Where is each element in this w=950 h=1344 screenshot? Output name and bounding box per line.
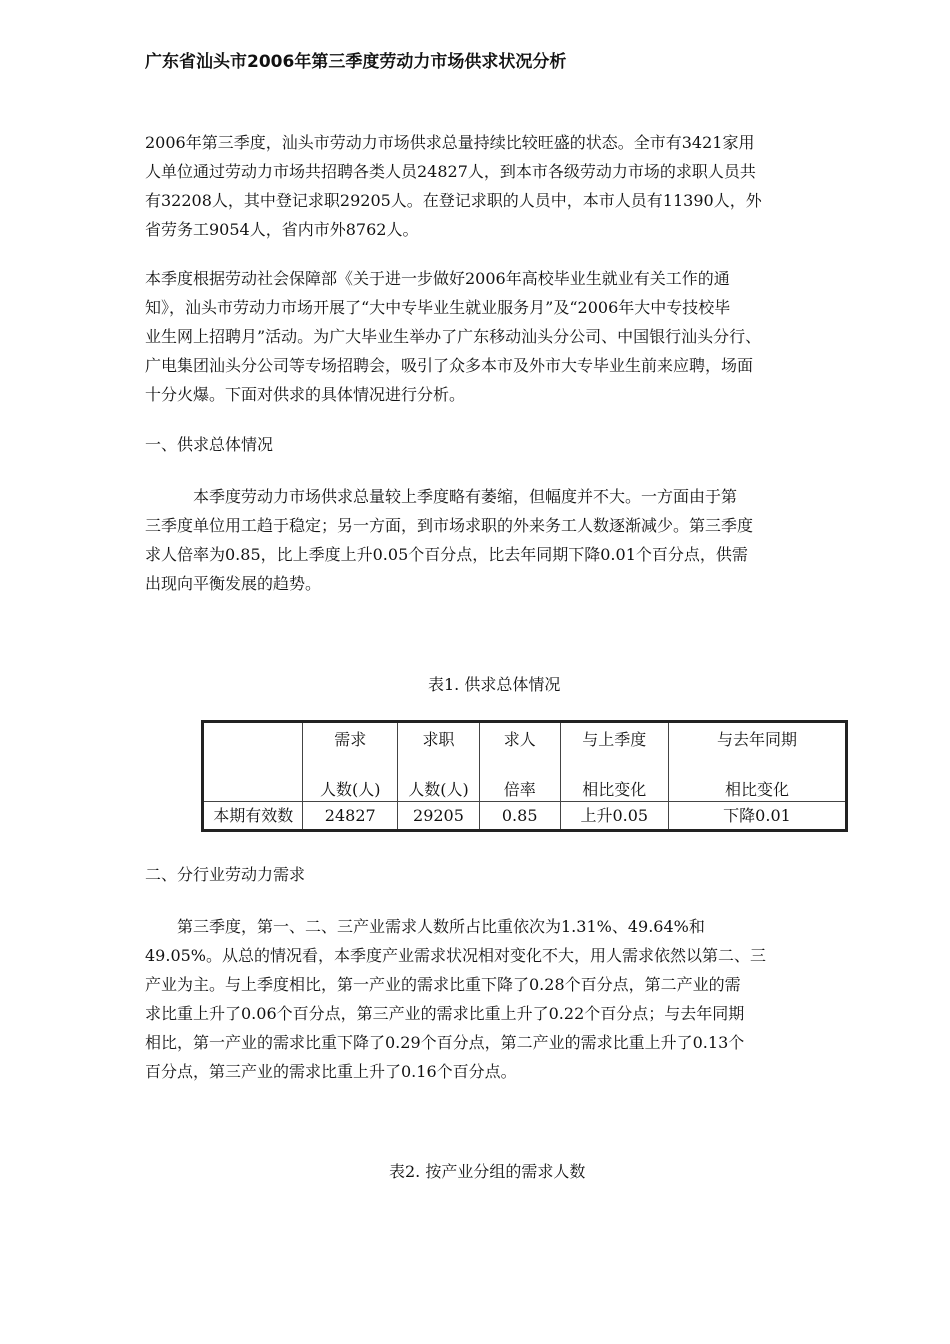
table-header-row bbox=[203, 722, 847, 802]
overall-paragraph bbox=[145, 482, 870, 598]
paragraph-line: 十分火爆。下面对供求的具体情况进行分析。 bbox=[145, 385, 466, 404]
table-cell: 29205 bbox=[398, 802, 480, 831]
paragraph-line: 业生网上招聘月”活动。为广大毕业生举办了广东移动汕头分公司、中国银行汕头分行、 bbox=[145, 327, 762, 346]
table-header-cell bbox=[669, 722, 847, 802]
table-cell: 本期有效数 bbox=[203, 802, 303, 831]
activities-paragraph bbox=[145, 264, 870, 409]
paragraph-line: 49.05%。从总的情况看，本季度产业需求状况相对变化不大，用人需求依然以第二、三 bbox=[145, 946, 767, 965]
table-header-cell bbox=[479, 722, 560, 802]
table1-caption: 表1. 供求总体情况 bbox=[428, 675, 561, 694]
table-cell: 0.85 bbox=[479, 802, 560, 831]
header-yoy-line2: 相比变化 bbox=[724, 780, 789, 799]
supply-demand-table bbox=[201, 720, 848, 832]
table-cell: 下降0.01 bbox=[669, 802, 847, 831]
header-yoy-line1: 与去年同期 bbox=[716, 730, 797, 749]
table-header-cell bbox=[398, 722, 480, 802]
table-row bbox=[203, 802, 847, 831]
header-ratio-line2: 倍率 bbox=[503, 780, 536, 799]
section-heading-1: 一、供求总体情况 bbox=[145, 435, 274, 454]
paragraph-line: 本季度劳动力市场供求总量较上季度略有萎缩，但幅度并不大。一方面由于第 bbox=[145, 487, 738, 506]
table-cell: 24827 bbox=[303, 802, 398, 831]
paragraph-line: 求人倍率为0.85，比上季度上升0.05个百分点，比去年同期下降0.01个百分点，供需 bbox=[145, 545, 748, 564]
paragraph-line: 出现向平衡发展的趋势。 bbox=[145, 574, 322, 593]
paragraph-line: 求比重上升了0.06个百分点，第三产业的需求比重上升了0.22个百分点；与去年同期 bbox=[145, 1004, 745, 1023]
document-title: 广东省汕头市2006年第三季度劳动力市场供求状况分析 bbox=[145, 52, 567, 72]
table-cell: 上升0.05 bbox=[560, 802, 668, 831]
table2-caption: 表2. 按产业分组的需求人数 bbox=[389, 1162, 586, 1181]
paragraph-line: 本季度根据劳动社会保障部《关于进一步做好2006年高校毕业生就业有关工作的通 bbox=[145, 269, 730, 288]
paragraph-line: 省劳务工9054人，省内市外8762人。 bbox=[145, 220, 419, 239]
paragraph-line: 广电集团汕头分公司等专场招聘会，吸引了众多本市及外市大专毕业生前来应聘，场面 bbox=[145, 356, 754, 375]
paragraph-line: 2006年第三季度，汕头市劳动力市场供求总量持续比较旺盛的状态。全市有3421家用 bbox=[145, 133, 755, 152]
paragraph-line: 第三季度，第一、二、三产业需求人数所占比重依次为1.31%、49.64%和 bbox=[145, 917, 705, 936]
section-heading-2: 二、分行业劳动力需求 bbox=[145, 865, 306, 884]
header-jobseek-line1: 求职 bbox=[422, 730, 455, 749]
header-demand-line2: 人数(人) bbox=[319, 780, 381, 799]
header-demand-line1: 需求 bbox=[334, 730, 367, 749]
industry-paragraph bbox=[145, 912, 870, 1086]
header-qoq-line2: 相比变化 bbox=[582, 780, 647, 799]
intro-paragraph bbox=[145, 128, 870, 244]
paragraph-line: 三季度单位用工趋于稳定；另一方面，到市场求职的外来务工人数逐渐减少。第三季度 bbox=[145, 516, 754, 535]
table-header-cell bbox=[303, 722, 398, 802]
header-ratio-line1: 求人 bbox=[503, 730, 536, 749]
table-header-cell bbox=[560, 722, 668, 802]
paragraph-line: 相比，第一产业的需求比重下降了0.29个百分点，第二产业的需求比重上升了0.13个 bbox=[145, 1033, 745, 1052]
header-jobseek-line2: 人数(人) bbox=[408, 780, 469, 799]
paragraph-line: 产业为主。与上季度相比，第一产业的需求比重下降了0.28个百分点，第二产业的需 bbox=[145, 975, 741, 994]
paragraph-line: 人单位通过劳动力市场共招聘各类人员24827人，到本市各级劳动力市场的求职人员共 bbox=[145, 162, 756, 181]
paragraph-line: 知》，汕头市劳动力市场开展了“大中专毕业生就业服务月”及“2006年大中专技校毕 bbox=[145, 298, 731, 317]
paragraph-line: 有32208人，其中登记求职29205人。在登记求职的人员中，本市人员有11390人，外 bbox=[145, 191, 762, 210]
header-qoq-line1: 与上季度 bbox=[582, 730, 647, 749]
paragraph-line: 百分点，第三产业的需求比重上升了0.16个百分点。 bbox=[145, 1062, 517, 1081]
table-header-cell bbox=[203, 722, 303, 802]
